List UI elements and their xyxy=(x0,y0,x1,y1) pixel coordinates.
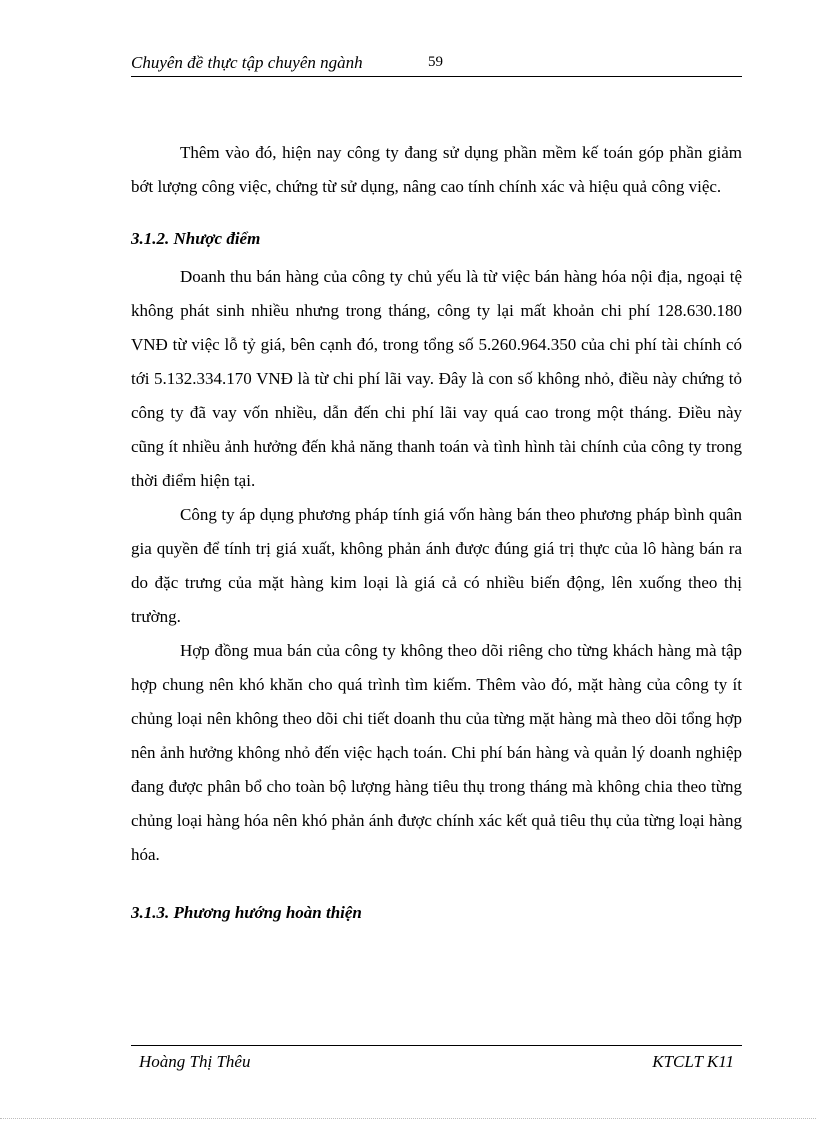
header-title: Chuyên đề thực tập chuyên ngành xyxy=(131,53,363,72)
footer-class: KTCLT K11 xyxy=(652,1052,734,1071)
paragraph-intro: Thêm vào đó, hiện nay công ty đang sử dụng phần mềm kế toán góp phần giảm bớt lượng công việc, chứng từ sử dụng, nâng cao tính chính xác và hiệu quả công việc. xyxy=(131,143,742,196)
paragraph-contracts: Hợp đồng mua bán của công ty không theo dõi riêng cho từng khách hàng mà tập hợp chung nên khó khăn cho quá trình tìm kiếm. Thêm vào đó, mặt hàng của công ty ít chủng loại nên không theo dõi chi tiết doanh thu của từng mặt hàng mà theo dõi tổng hợp nên ảnh hưởng không nhỏ đến việc hạch toán. Chi phí bán hàng và quản lý doanh nghiệp đang được phân bổ cho toàn bộ lượng hàng tiêu thụ trong tháng mà không chia theo từng chủng loại hàng hóa nên khó phản ánh được chính xác kết quả tiêu thụ của từng loại hàng hóa. xyxy=(131,641,742,864)
section-heading-312: 3.1.2. Nhược điểm xyxy=(131,229,261,248)
page-number: 59 xyxy=(428,54,443,70)
page-header xyxy=(131,52,742,77)
page-footer xyxy=(131,1045,742,1071)
page-body xyxy=(131,136,742,930)
section-heading-313: 3.1.3. Phương hướng hoàn thiện xyxy=(131,903,362,922)
paragraph-cost-method: Công ty áp dụng phương pháp tính giá vốn hàng bán theo phương pháp bình quân gia quyền để tính trị giá xuất, không phản ánh được đúng giá trị thực của lô hàng bán ra do đặc trưng của mặt hàng kim loại là giá cả có nhiều biến động, lên xuống theo thị trường. xyxy=(131,505,742,626)
footer-author: Hoàng Thị Thêu xyxy=(139,1052,251,1071)
page-edge-divider xyxy=(0,1118,816,1119)
paragraph-revenue: Doanh thu bán hàng của công ty chủ yếu là từ việc bán hàng hóa nội địa, ngoại tệ không phát sinh nhiều nhưng trong tháng, công ty lại mất khoản chi phí 128.630.180 VNĐ từ việc lỗ tỷ giá, bên cạnh đó, trong tổng số 5.260.964.350 của chi phí tài chính có tới 5.132.334.170 VNĐ là từ chi phí lãi vay. Đây là con số không nhỏ, điều này chứng tỏ công ty đã vay vốn nhiều, dẫn đến chi phí lãi vay quá cao trong một tháng. Điều này cũng ít nhiều ảnh hưởng đến khả năng thanh toán và tình hình tài chính của công ty trong thời điểm hiện tại. xyxy=(131,267,742,490)
